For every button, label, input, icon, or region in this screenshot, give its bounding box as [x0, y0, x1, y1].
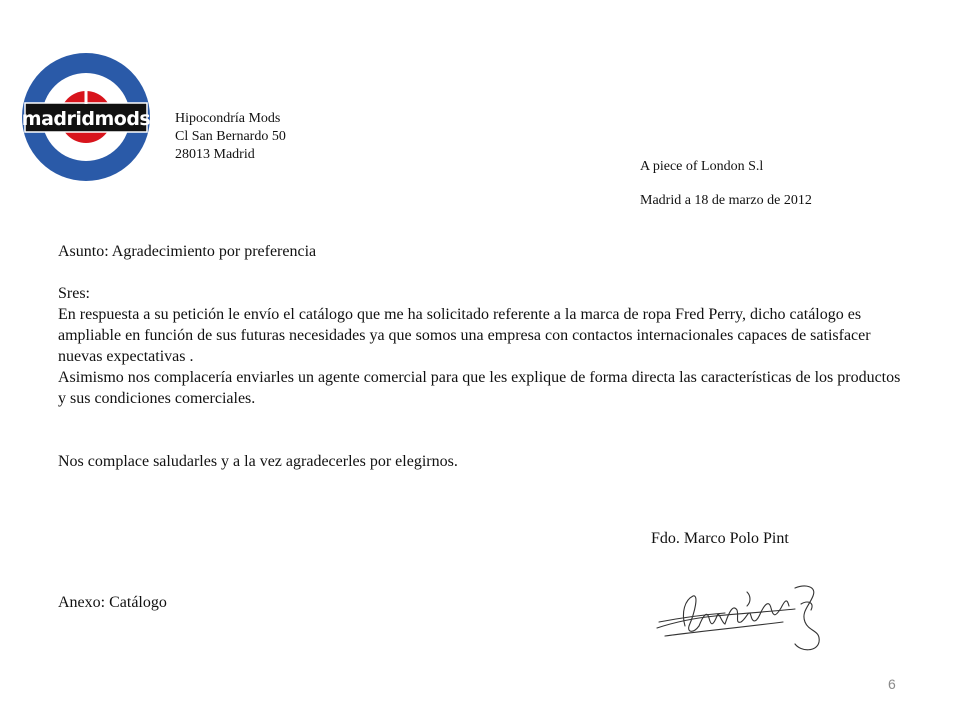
sender-city: 28013 Madrid — [175, 147, 255, 162]
sender-street: Cl San Bernardo 50 — [175, 129, 286, 144]
signature-icon — [655, 582, 830, 654]
recipient-company: A piece of London S.l — [640, 159, 764, 174]
recipient-block — [640, 157, 812, 211]
letter-paragraph-2: Asimismo nos complacería enviarles un agente comercial para que les explique de forma directa las características de los productos y sus condiciones comerciales. — [58, 369, 901, 407]
letter-salutation: Sres: — [58, 285, 90, 302]
letter-subject: Asunto: Agradecimiento por preferencia — [58, 243, 317, 260]
madridmods-roundel-icon — [21, 52, 151, 182]
letter-closing: Nos complace saludarles y a la vez agradecerles por elegirnos. — [58, 453, 458, 470]
page-number: 6 — [888, 676, 896, 692]
letter-paragraph-1: En respuesta a su petición le envío el catálogo que me ha solicitado referente a la marca de ropa Fred Perry, dicho catálogo es ampliable en función de sus futuras necesidades ya que somos una empresa con contactos internacionales capaces de satisfacer nuevas expectativas . — [58, 306, 871, 365]
letter-date: Madrid a 18 de marzo de 2012 — [640, 193, 812, 208]
sender-name: Hipocondría Mods — [175, 111, 281, 126]
annex-line: Anexo: Catálogo — [58, 594, 167, 611]
svg-text:madridmods: madridmods — [21, 108, 151, 130]
handwritten-signature — [655, 582, 830, 654]
sender-address — [175, 110, 286, 164]
signed-by: Fdo. Marco Polo Pint — [651, 530, 789, 547]
letter-body — [58, 241, 908, 472]
madridmods-logo — [21, 52, 151, 182]
